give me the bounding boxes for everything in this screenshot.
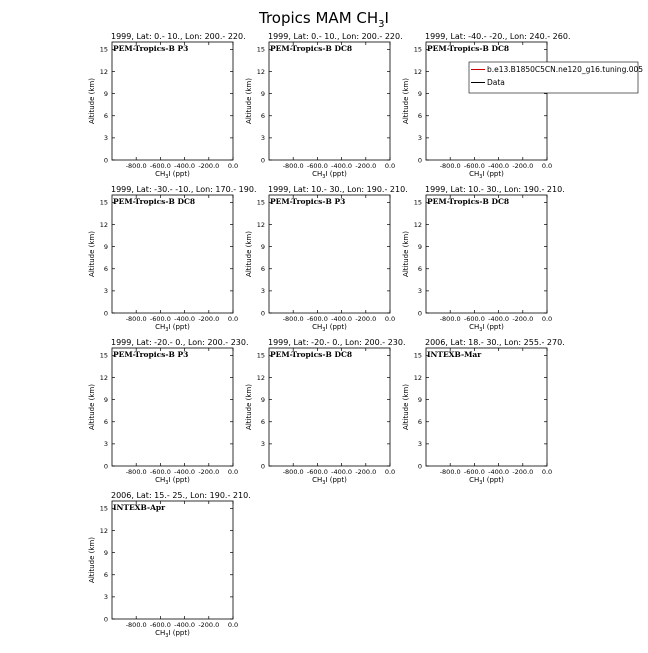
plot-frame — [112, 501, 233, 619]
x-tick-label: -600.0 — [463, 315, 485, 323]
y-axis-label: Altitude (km) — [245, 231, 253, 277]
y-tick-label: 3 — [103, 134, 108, 143]
y-tick-label: 12 — [99, 373, 108, 382]
panel-header: 1999, Lat: -20.- 0., Lon: 200.- 230. — [111, 338, 249, 347]
y-tick-label: 3 — [103, 287, 108, 296]
panel-10 — [88, 491, 251, 639]
campaign-label: PEM-Tropics-B P3 — [113, 44, 189, 53]
y-tick-label: 0 — [417, 309, 422, 318]
x-tick-label: 0.0 — [227, 315, 239, 323]
y-tick-label: 0 — [103, 615, 108, 624]
x-tick-label: -200.0 — [512, 468, 534, 476]
y-axis-label: Altitude (km) — [88, 384, 96, 430]
x-axis-label: $CH_3I$ (ppt) — [469, 170, 504, 180]
y-tick-label: 12 — [256, 373, 265, 382]
y-tick-label: 9 — [417, 395, 422, 404]
y-tick-label: 12 — [99, 526, 108, 535]
y-tick-label: 6 — [417, 112, 422, 121]
x-tick-label: -800.0 — [125, 162, 147, 170]
y-tick-label: 9 — [103, 395, 108, 404]
y-tick-label: 0 — [260, 309, 265, 318]
x-tick-label: -200.0 — [355, 468, 377, 476]
x-tick-label: -600.0 — [149, 468, 171, 476]
panel-header: 1999, Lat: -20.- 0., Lon: 200.- 230. — [268, 338, 406, 347]
y-tick-label: 6 — [260, 265, 265, 274]
x-tick-label: -200.0 — [198, 315, 220, 323]
x-tick-label: -200.0 — [198, 621, 220, 629]
y-tick-label: 9 — [260, 89, 265, 98]
panel-6 — [402, 185, 565, 333]
y-tick-label: 15 — [256, 45, 265, 54]
y-tick-label: 6 — [260, 112, 265, 121]
x-tick-label: -400.0 — [331, 315, 353, 323]
x-tick-label: -400.0 — [488, 315, 510, 323]
x-tick-label: 0.0 — [541, 315, 553, 323]
x-axis-label: $CH_3I$ (ppt) — [312, 476, 347, 486]
x-tick-label: -400.0 — [488, 162, 510, 170]
legend — [469, 62, 643, 93]
x-tick-label: -800.0 — [125, 468, 147, 476]
panel-7 — [88, 338, 249, 486]
y-axis-label: Altitude (km) — [402, 78, 410, 124]
campaign-label: PEM-Tropics-B DC8 — [427, 197, 510, 206]
x-tick-label: -600.0 — [306, 162, 328, 170]
y-tick-label: 12 — [256, 67, 265, 76]
x-tick-label: -600.0 — [149, 162, 171, 170]
plot-frame — [269, 42, 390, 160]
y-tick-label: 6 — [417, 265, 422, 274]
y-tick-label: 9 — [417, 89, 422, 98]
x-axis-label: $CH_3I$ (ppt) — [469, 476, 504, 486]
y-tick-label: 15 — [256, 198, 265, 207]
y-tick-label: 6 — [103, 112, 108, 121]
x-tick-label: -600.0 — [306, 315, 328, 323]
plot-frame — [112, 195, 233, 313]
y-tick-label: 12 — [413, 220, 422, 229]
y-tick-label: 6 — [260, 418, 265, 427]
x-tick-label: -200.0 — [355, 162, 377, 170]
x-tick-label: -800.0 — [282, 162, 304, 170]
y-tick-label: 15 — [99, 45, 108, 54]
campaign-label: INTEXB-Apr — [113, 503, 166, 512]
y-tick-label: 3 — [103, 440, 108, 449]
y-axis-label: Altitude (km) — [245, 78, 253, 124]
panel-header: 1999, Lat: 0.- 10., Lon: 200.- 220. — [111, 32, 246, 41]
panel-3 — [402, 32, 571, 180]
y-tick-label: 0 — [417, 156, 422, 165]
y-tick-label: 6 — [103, 418, 108, 427]
x-axis-label: $CH_3I$ (ppt) — [469, 323, 504, 333]
y-tick-label: 3 — [417, 440, 422, 449]
y-tick-label: 9 — [103, 548, 108, 557]
x-tick-label: -400.0 — [488, 468, 510, 476]
x-axis-label: $CH_3I$ (ppt) — [312, 170, 347, 180]
y-tick-label: 3 — [417, 134, 422, 143]
x-axis-label: $CH_3I$ (ppt) — [155, 476, 190, 486]
y-axis-label: Altitude (km) — [88, 537, 96, 583]
y-tick-label: 12 — [99, 220, 108, 229]
plot-frame — [426, 42, 547, 160]
y-tick-label: 0 — [103, 309, 108, 318]
y-tick-label: 15 — [413, 45, 422, 54]
x-tick-label: -800.0 — [125, 621, 147, 629]
plot-frame — [112, 42, 233, 160]
x-tick-label: -800.0 — [439, 468, 461, 476]
y-tick-label: 12 — [413, 373, 422, 382]
x-axis-label: $CH_3I$ (ppt) — [155, 323, 190, 333]
x-tick-label: -800.0 — [125, 315, 147, 323]
y-tick-label: 6 — [417, 418, 422, 427]
panel-1 — [88, 32, 246, 180]
x-axis-label: $CH_3I$ (ppt) — [155, 629, 190, 639]
x-tick-label: -600.0 — [463, 162, 485, 170]
y-tick-label: 0 — [260, 156, 265, 165]
y-tick-label: 15 — [413, 351, 422, 360]
x-tick-label: -200.0 — [198, 162, 220, 170]
x-tick-label: -400.0 — [174, 315, 196, 323]
y-axis-label: Altitude (km) — [88, 231, 96, 277]
y-tick-label: 12 — [413, 67, 422, 76]
x-tick-label: -600.0 — [306, 468, 328, 476]
y-tick-label: 6 — [103, 265, 108, 274]
x-tick-label: -200.0 — [512, 162, 534, 170]
y-tick-label: 15 — [99, 351, 108, 360]
y-axis-label: Altitude (km) — [402, 231, 410, 277]
y-tick-label: 9 — [103, 242, 108, 251]
panel-header: 1999, Lat: 10.- 30., Lon: 190.- 210. — [425, 185, 565, 194]
x-tick-label: -800.0 — [439, 162, 461, 170]
panel-4 — [88, 185, 257, 333]
y-tick-label: 0 — [417, 462, 422, 471]
y-tick-label: 9 — [103, 89, 108, 98]
x-tick-label: 0.0 — [384, 162, 396, 170]
x-tick-label: -600.0 — [463, 468, 485, 476]
x-axis-label: $CH_3I$ (ppt) — [155, 170, 190, 180]
campaign-label: PEM-Tropics-B P3 — [113, 350, 189, 359]
x-tick-label: -400.0 — [174, 468, 196, 476]
campaign-label: PEM-Tropics-B DC8 — [427, 44, 510, 53]
panel-header: 1999, Lat: -30.- -10., Lon: 170.- 190. — [111, 185, 257, 194]
x-tick-label: -200.0 — [198, 468, 220, 476]
y-tick-label: 0 — [103, 156, 108, 165]
campaign-label: PEM-Tropics-B DC8 — [270, 44, 353, 53]
panel-header: 2006, Lat: 15.- 25., Lon: 190.- 210. — [111, 491, 251, 500]
campaign-label: INTEXB-Mar — [427, 350, 482, 359]
y-tick-label: 0 — [260, 462, 265, 471]
y-tick-label: 15 — [99, 198, 108, 207]
y-tick-label: 15 — [413, 198, 422, 207]
y-tick-label: 9 — [417, 242, 422, 251]
plot-frame — [269, 348, 390, 466]
x-tick-label: -800.0 — [282, 315, 304, 323]
y-tick-label: 15 — [99, 504, 108, 513]
x-tick-label: -400.0 — [331, 162, 353, 170]
y-tick-label: 3 — [417, 287, 422, 296]
x-tick-label: -800.0 — [282, 468, 304, 476]
x-tick-label: -400.0 — [174, 621, 196, 629]
panel-8 — [245, 338, 406, 486]
x-tick-label: 0.0 — [227, 621, 239, 629]
panel-header: 1999, Lat: 10.- 30., Lon: 190.- 210. — [268, 185, 408, 194]
x-tick-label: 0.0 — [384, 315, 396, 323]
panel-header: 1999, Lat: -40.- -20., Lon: 240.- 260. — [425, 32, 571, 41]
plot-frame — [426, 348, 547, 466]
plot-frame — [112, 348, 233, 466]
x-tick-label: 0.0 — [227, 468, 239, 476]
panel-9 — [402, 338, 565, 486]
figure-title: Tropics MAM $CH_3I$ — [259, 9, 389, 30]
plot-frame — [426, 195, 547, 313]
y-tick-label: 6 — [103, 571, 108, 580]
x-tick-label: -400.0 — [331, 468, 353, 476]
x-tick-label: 0.0 — [541, 468, 553, 476]
x-tick-label: -800.0 — [439, 315, 461, 323]
y-axis-label: Altitude (km) — [402, 384, 410, 430]
x-tick-label: 0.0 — [384, 468, 396, 476]
plot-frame — [269, 195, 390, 313]
campaign-label: PEM-Tropics-B P3 — [270, 197, 346, 206]
campaign-label: PEM-Tropics-B DC8 — [113, 197, 196, 206]
x-tick-label: 0.0 — [227, 162, 239, 170]
x-tick-label: 0.0 — [541, 162, 553, 170]
y-axis-label: Altitude (km) — [88, 78, 96, 124]
y-axis-label: Altitude (km) — [245, 384, 253, 430]
x-tick-label: -600.0 — [149, 621, 171, 629]
y-tick-label: 9 — [260, 395, 265, 404]
y-tick-label: 9 — [260, 242, 265, 251]
legend-label: b.e13.B1850C5CN.ne120_g16.tuning.005 — [487, 65, 644, 74]
x-tick-label: -200.0 — [355, 315, 377, 323]
y-tick-label: 15 — [256, 351, 265, 360]
y-tick-label: 12 — [99, 67, 108, 76]
y-tick-label: 3 — [260, 134, 265, 143]
x-axis-label: $CH_3I$ (ppt) — [312, 323, 347, 333]
x-tick-label: -600.0 — [149, 315, 171, 323]
y-tick-label: 3 — [260, 287, 265, 296]
legend-label: Data — [487, 78, 505, 87]
x-tick-label: -200.0 — [512, 315, 534, 323]
panel-header: 1999, Lat: 0.- 10., Lon: 200.- 220. — [268, 32, 403, 41]
panel-header: 2006, Lat: 18.- 30., Lon: 255.- 270. — [425, 338, 565, 347]
y-tick-label: 12 — [256, 220, 265, 229]
x-tick-label: -400.0 — [174, 162, 196, 170]
y-tick-label: 3 — [103, 593, 108, 602]
campaign-label: PEM-Tropics-B DC8 — [270, 350, 353, 359]
y-tick-label: 0 — [103, 462, 108, 471]
panel-2 — [245, 32, 403, 180]
panel-5 — [245, 185, 408, 333]
y-tick-label: 3 — [260, 440, 265, 449]
